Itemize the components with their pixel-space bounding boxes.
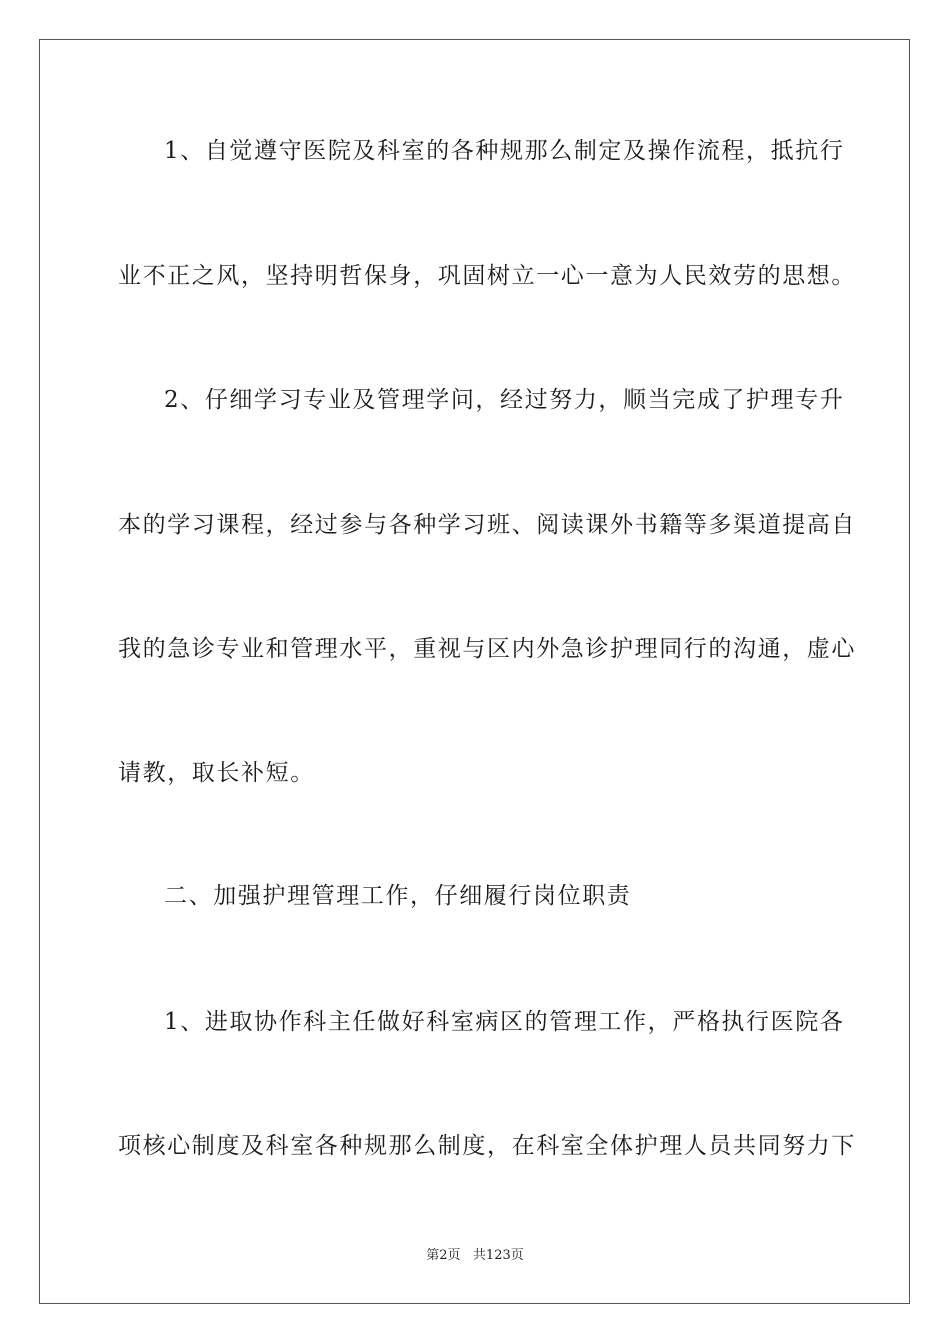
- paragraph-3-line-2: 项核心制度及科室各种规那么制度，在科室全体护理人员共同努力下: [118, 1133, 856, 1159]
- page-border: [39, 39, 910, 1304]
- paragraph-2-line-4: 请教，取长补短。: [118, 760, 315, 786]
- paragraph-2-line-1: 2、仔细学习专业及管理学问，经过努力，顺当完成了护理专升: [164, 387, 845, 413]
- page-total: 共123页: [472, 1248, 524, 1263]
- page-number: 第2页: [426, 1248, 461, 1263]
- paragraph-2-line-2: 本的学习课程，经过参与各种学习班、阅读课外书籍等多渠道提高自: [118, 512, 856, 538]
- section-heading: 二、加强护理管理工作，仔细履行岗位职责: [164, 883, 632, 909]
- paragraph-1-line-1: 1、自觉遵守医院及科室的各种规那么制定及操作流程，抵抗行: [164, 138, 845, 164]
- page-footer: [0, 1247, 950, 1265]
- paragraph-3-line-1: 1、进取协作科主任做好科室病区的管理工作，严格执行医院各: [164, 1009, 845, 1035]
- paragraph-1-line-2: 业不正之风，坚持明哲保身，巩固树立一心一意为人民效劳的思想。: [118, 263, 856, 289]
- paragraph-2-line-3: 我的急诊专业和管理水平，重视与区内外急诊护理同行的沟通，虚心: [118, 636, 856, 662]
